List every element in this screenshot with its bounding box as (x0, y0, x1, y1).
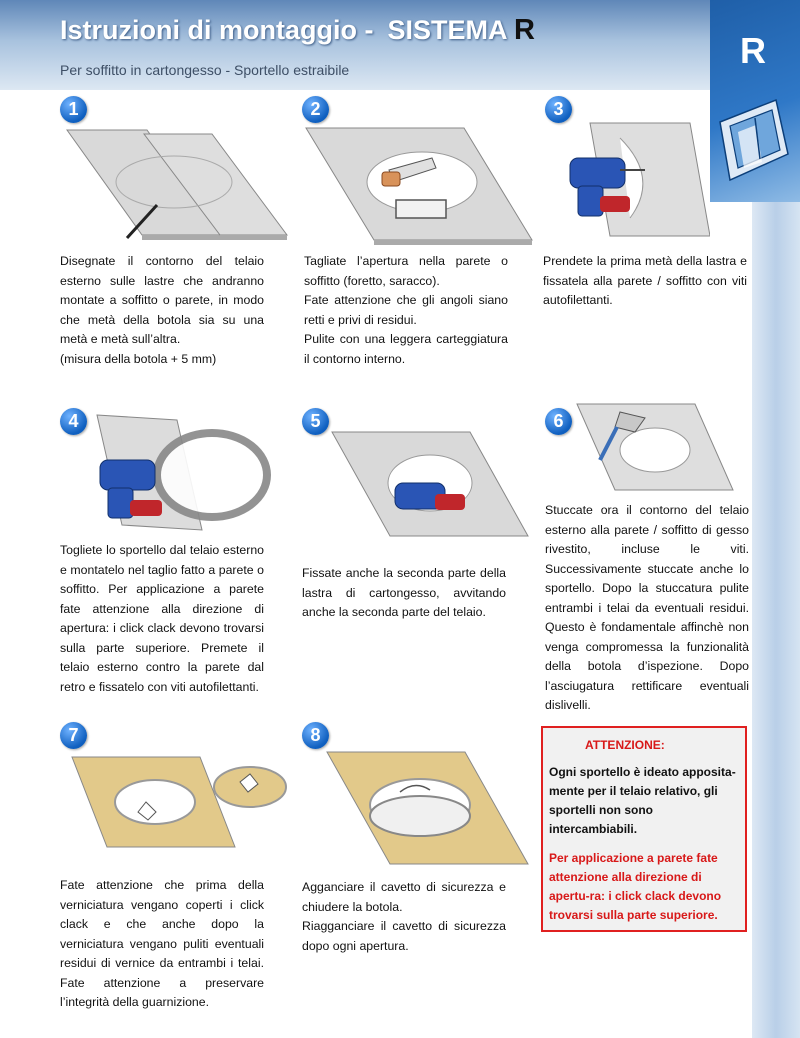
step-3-illustration (560, 118, 710, 243)
step-number-4: 4 (60, 408, 87, 435)
step-1-line-1: Disegnate il contorno del telaio esterno sulle lastre che andranno montate a soffitto o parete, in modo che metà della botola sia su una metà e metà sull’altra. (60, 254, 264, 346)
warning-title: ATTENZIONE: (585, 738, 665, 752)
step-2-line-3: Pulite con una leggera carteggiatura il contorno interno. (304, 332, 508, 366)
step-number-2: 2 (302, 96, 329, 123)
step-6-line-1: Stuccate ora il contorno del telaio esterno alla parete / soffitto di gesso rivestito, incluse le viti. Successivamente stuccate anche lo sportello. Dopo la stuccatura pulite entrambi i telai da eventuali residui. Questo è fondamentale affinchè non venga compromessa la funzionalità della botola d’ispezione. Dopo l’asciugatura rettificare eventuali dislivelli. (545, 503, 749, 712)
step-5-line-1: Fissate anche la seconda parte della lastra di cartongesso, avvitando anche la seconda parte del telaio. (302, 566, 506, 619)
step-2-line-1: Tagliate l’apertura nella parete o soffitto (foretto, saracco). (304, 254, 508, 288)
page-title (60, 14, 535, 47)
warning-box (541, 726, 747, 932)
step-8-line-1: Agganciare il cavetto di sicurezza e chiudere la botola. (302, 880, 506, 914)
hatch-window-icon (716, 92, 792, 184)
step-1-line-2: (misura della botola + 5 mm) (60, 351, 217, 366)
step-number-1: 1 (60, 96, 87, 123)
step-number-8: 8 (302, 722, 329, 749)
step-1-illustration (62, 120, 292, 250)
step-4-text (60, 541, 264, 697)
step-7-line-1: Fate attenzione che prima della verniciatura vengano coperti i click clack e che anche dopo la verniciatura vengano puliti eventuali residui di vernice da entrambi i telai. Fate attenzione a preservare l’integrità della guarnizione. (60, 878, 264, 1009)
step-number-5: 5 (302, 408, 329, 435)
step-1-text (60, 252, 264, 369)
step-8-text (302, 878, 506, 956)
step-8-line-2: Riagganciare il cavetto di sicurezza dopo ogni apertura. (302, 919, 506, 953)
step-number-3: 3 (545, 96, 572, 123)
step-5-illustration (330, 428, 530, 540)
step-3-text (543, 252, 747, 311)
step-6-text (545, 501, 749, 716)
step-7-text (60, 876, 264, 1013)
step-number-7: 7 (60, 722, 87, 749)
step-7-illustration (70, 752, 292, 852)
step-5-text (302, 564, 506, 623)
header-banner (0, 0, 710, 90)
title-letter: R (514, 14, 535, 46)
warning-text-2: Per applicazione a parete fate attenzione alla direzione di apertu-ra: i click clack devono trovarsi sulla parte superiore. (549, 851, 722, 922)
step-8-illustration (325, 750, 530, 868)
page-subtitle: Per soffitto in cartongesso - Sportello estraibile (60, 62, 350, 78)
step-3-line-1: Prendete la prima metà della lastra e fissatela alla parete / soffitto con viti autofilettanti. (543, 254, 747, 307)
decorative-sidebar (752, 202, 800, 1038)
title-system: SISTEMA (387, 15, 507, 45)
step-4-line-1: Togliete lo sportello dal telaio esterno e montatelo nel taglio fatto a parete o soffitto. Per applicazione a parete fate attenzione alla direzione di apertura: i click clack devono trovarsi sulla parte superiore. Premete il telaio esterno contro la parete dal retro e fissatelo con viti autofilettanti. (60, 543, 264, 694)
step-4-illustration (92, 410, 272, 535)
logo-letter: R (740, 30, 766, 71)
step-6-illustration (575, 402, 735, 494)
step-number-6: 6 (545, 408, 572, 435)
step-2-illustration (304, 120, 534, 245)
brand-logo (710, 0, 800, 202)
step-2-text (304, 252, 508, 369)
step-2-line-2: Fate attenzione che gli angoli siano retti e privi di residui. (304, 293, 508, 327)
title-text: Istruzioni di montaggio - (60, 15, 374, 45)
warning-text-1: Ogni sportello è ideato apposita-mente per il telaio relativo, gli sportelli non sono intercambiabili. (549, 765, 736, 836)
